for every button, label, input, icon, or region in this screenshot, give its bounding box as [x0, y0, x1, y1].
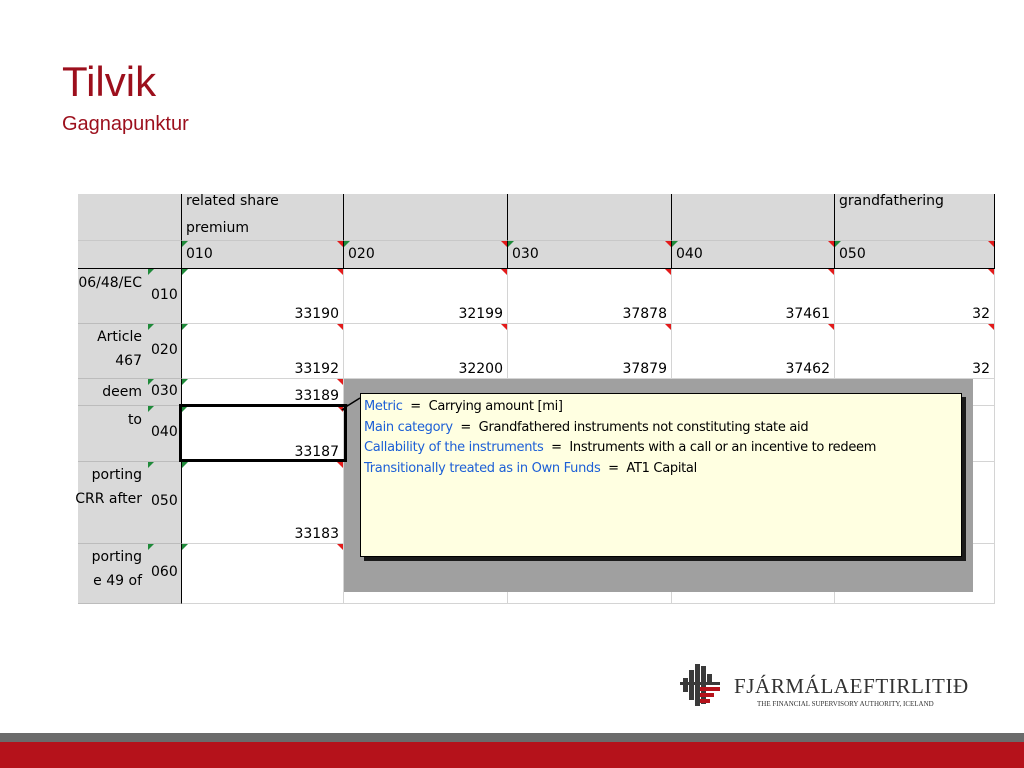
row-code	[148, 462, 182, 544]
red-comment-marker	[665, 241, 671, 247]
red-comment-marker	[337, 241, 343, 247]
data-cell[interactable]	[182, 544, 344, 604]
green-flag-marker	[148, 324, 154, 330]
row-label-line: CRR after	[75, 491, 142, 507]
red-comment-marker	[337, 269, 343, 275]
spreadsheet-screenshot	[75, 193, 990, 592]
cell-value: 33192	[294, 361, 339, 377]
cell-value: 33189	[294, 388, 339, 404]
comment-line	[364, 397, 958, 418]
green-flag-marker	[182, 462, 188, 468]
data-cell[interactable]	[182, 379, 344, 406]
red-comment-marker	[337, 544, 343, 550]
cell-value: 37878	[622, 306, 667, 322]
column-header-line2: premium	[186, 220, 249, 236]
row-label	[78, 544, 148, 604]
data-cell[interactable]	[344, 324, 508, 379]
fme-bars-icon	[680, 664, 720, 706]
red-comment-marker	[337, 324, 343, 330]
red-comment-marker	[501, 269, 507, 275]
comment-line	[364, 459, 958, 480]
row-label-line: 06/48/EC	[78, 275, 142, 291]
corner-header	[78, 194, 148, 241]
green-flag-marker	[148, 462, 154, 468]
green-flag-marker	[182, 544, 188, 550]
slide-subtitle: Gagnapunktur	[62, 113, 189, 135]
data-cell[interactable]	[835, 269, 995, 324]
logo-tagline: THE FINANCIAL SUPERVISORY AUTHORITY, ICELAND	[757, 700, 934, 708]
red-comment-marker	[665, 324, 671, 330]
red-comment-marker	[988, 269, 994, 275]
column-code-text: 020	[348, 246, 375, 262]
column-code-text: 010	[186, 246, 213, 262]
red-comment-marker	[337, 379, 343, 385]
corner-header-lower	[78, 241, 148, 269]
slide-title: Tilvik	[62, 58, 157, 105]
comment-value: Carrying amount [mi]	[428, 399, 563, 414]
red-comment-marker	[501, 241, 507, 247]
comment-value: Instruments with a call or an incentive to redeem	[569, 440, 877, 455]
row-code-text: 050	[151, 493, 178, 509]
corner-header-code	[148, 194, 182, 241]
data-cell[interactable]	[344, 269, 508, 324]
column-header	[182, 194, 344, 241]
row-code	[148, 406, 182, 462]
comment-key: Transitionally treated as in Own Funds	[364, 460, 601, 476]
cell-value: 32	[972, 361, 990, 377]
column-code-text: 030	[512, 246, 539, 262]
green-flag-marker	[182, 269, 188, 275]
comment-equals: =	[410, 399, 421, 414]
green-flag-marker	[148, 379, 154, 385]
row-label-line: to	[127, 412, 142, 428]
row-code	[148, 324, 182, 379]
column-header-line1: grandfathering	[839, 193, 944, 209]
data-cell[interactable]	[672, 324, 835, 379]
cell-value: 37879	[622, 361, 667, 377]
green-flag-marker	[148, 544, 154, 550]
row-code-text: 010	[151, 286, 178, 303]
green-flag-marker	[344, 241, 350, 247]
column-code-text: 050	[839, 246, 866, 262]
row-label	[78, 324, 148, 379]
red-comment-marker	[828, 269, 834, 275]
corner-header-code-lower	[148, 241, 182, 269]
green-flag-marker	[508, 241, 514, 247]
row-code	[148, 269, 182, 324]
green-flag-marker	[148, 269, 154, 275]
data-cell[interactable]	[508, 324, 672, 379]
column-header	[508, 194, 672, 241]
row-code-text: 040	[151, 424, 178, 440]
green-flag-marker	[835, 241, 841, 247]
green-flag-marker	[672, 241, 678, 247]
column-code	[344, 241, 508, 269]
comment-value: AT1 Capital	[626, 460, 697, 476]
column-header	[835, 194, 995, 241]
comment-key: Metric	[364, 399, 403, 414]
green-flag-marker	[182, 241, 188, 247]
row-label	[78, 406, 148, 462]
comment-equals: =	[460, 419, 471, 435]
red-comment-marker	[988, 324, 994, 330]
logo-name: FJÁRMÁLAEFTIRLITIÐ	[734, 674, 969, 698]
row-code-text: 060	[151, 564, 178, 580]
column-code	[672, 241, 835, 269]
comment-equals: =	[551, 440, 562, 455]
column-header	[672, 194, 835, 241]
data-cell[interactable]	[835, 324, 995, 379]
cell-value: 32200	[458, 361, 503, 377]
column-code	[182, 241, 344, 269]
comment-connector-arrow	[340, 396, 360, 416]
red-comment-marker	[988, 241, 994, 247]
row-label-line: Article	[97, 329, 142, 345]
cell-comment-tooltip	[360, 393, 962, 557]
red-comment-marker	[665, 269, 671, 275]
row-label-line: deem	[102, 384, 142, 400]
footer-red-band	[0, 742, 1024, 768]
cell-value: 33187	[294, 444, 339, 460]
row-label	[78, 379, 148, 406]
data-cell[interactable]	[182, 462, 344, 544]
comment-line	[364, 438, 958, 459]
cell-value: 32	[972, 306, 990, 322]
selected-cell[interactable]	[179, 404, 347, 462]
row-label	[75, 462, 148, 544]
row-code-text: 020	[151, 341, 178, 358]
cell-value: 37461	[785, 306, 830, 322]
column-code-text: 040	[676, 246, 703, 262]
red-comment-marker	[337, 462, 343, 468]
green-flag-marker	[182, 324, 188, 330]
comment-key: Callability of the instruments	[364, 440, 544, 455]
data-cell[interactable]	[508, 269, 672, 324]
row-code	[148, 544, 182, 604]
footer-gray-band	[0, 733, 1024, 742]
red-comment-marker	[501, 324, 507, 330]
row-label-line: porting	[91, 549, 142, 565]
cell-value: 37462	[785, 361, 830, 377]
data-cell[interactable]	[672, 269, 835, 324]
comment-line	[364, 418, 958, 439]
data-cell[interactable]	[182, 269, 344, 324]
comment-value: Grandfathered instruments not constituting state aid	[478, 419, 809, 435]
cell-value: 32199	[458, 306, 503, 322]
column-header-line1: related share	[186, 193, 279, 209]
row-label-line: e 49 of	[93, 573, 142, 589]
column-code	[835, 241, 995, 269]
green-flag-marker	[182, 379, 188, 385]
red-comment-marker	[828, 324, 834, 330]
comment-key: Main category	[364, 419, 453, 435]
fme-logo	[680, 664, 1000, 714]
row-label-line: porting	[91, 467, 142, 483]
column-code	[508, 241, 672, 269]
cell-value: 33183	[294, 526, 339, 542]
row-code-text: 030	[151, 382, 178, 399]
column-header	[344, 194, 508, 241]
green-flag-marker	[148, 406, 154, 412]
data-cell[interactable]	[182, 324, 344, 379]
cell-value: 33190	[294, 306, 339, 322]
red-comment-marker	[828, 241, 834, 247]
row-label-line: 467	[115, 353, 142, 369]
comment-equals: =	[608, 460, 619, 476]
row-label	[78, 269, 148, 324]
